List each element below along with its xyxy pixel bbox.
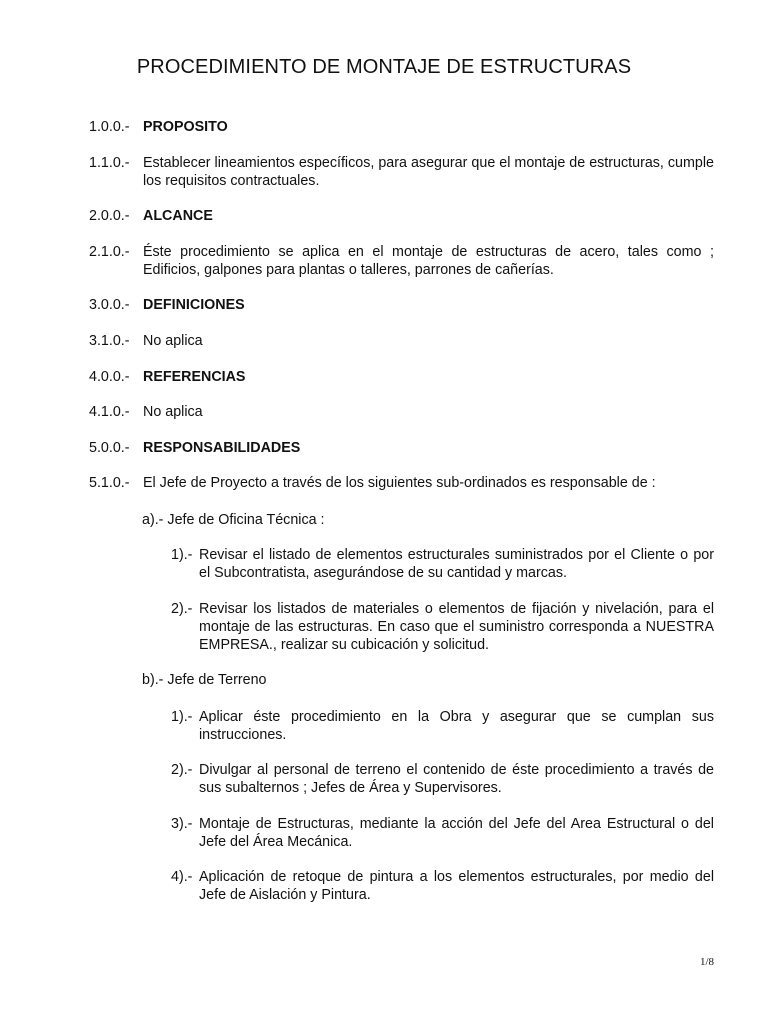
section-4-1-0	[89, 403, 714, 421]
list-item-number: 3).-	[171, 816, 193, 832]
section-text: No aplica	[143, 404, 203, 420]
list-item-number: 1).-	[171, 709, 193, 725]
section-number: 2.1.0.-	[89, 244, 130, 260]
section-heading: PROPOSITO	[143, 119, 228, 135]
section-4-0-0	[89, 368, 714, 386]
section-5-1-0	[89, 474, 714, 492]
section-heading: RESPONSABILIDADES	[143, 440, 301, 456]
document-title: PROCEDIMIENTO DE MONTAJE DE ESTRUCTURAS	[136, 56, 632, 78]
section-text: No aplica	[143, 333, 203, 349]
list-item-text: Aplicación de retoque de pintura a los elementos estructurales, por medio del Jefe de Aislación y Pintura.	[199, 869, 714, 903]
section-number: 1.0.0.-	[89, 119, 130, 135]
section-1-0-0	[89, 118, 714, 136]
section-5-0-0	[89, 439, 714, 457]
section-1-1-0	[89, 154, 714, 190]
list-item-text: Divulgar al personal de terreno el contenido de éste procedimiento a través de sus subalternos ; Jefes de Área y Supervisores.	[199, 762, 714, 796]
section-number: 1.1.0.-	[89, 155, 130, 171]
section-heading: DEFINICIONES	[143, 297, 245, 313]
list-item	[171, 761, 714, 797]
list-item-text: Revisar los listados de materiales o elementos de fijación y nivelación, para el montaje de las estructuras. En caso que el suministro corresponda a NUESTRA EMPRESA., realizar su cubicación y solicitud.	[199, 601, 714, 653]
list-item-text: Aplicar éste procedimiento en la Obra y asegurar que se cumplan sus instrucciones.	[199, 709, 714, 743]
section-number: 3.1.0.-	[89, 333, 130, 349]
section-2-1-0	[89, 243, 714, 279]
subsection-b-label: b).- Jefe de Terreno	[142, 672, 267, 688]
list-item-number: 4).-	[171, 869, 193, 885]
section-text: Éste procedimiento se aplica en el montaje de estructuras de acero, tales como ; Edificios, galpones para plantas o talleres, parrones de cañerías.	[143, 244, 714, 278]
section-2-0-0	[89, 207, 714, 225]
section-number: 2.0.0.-	[89, 208, 130, 224]
section-3-0-0	[89, 296, 714, 314]
section-text: Establecer lineamientos específicos, para asegurar que el montaje de estructuras, cumple los requisitos contractuales.	[143, 155, 714, 189]
subsection-a-label: a).- Jefe de Oficina Técnica :	[142, 512, 325, 528]
section-number: 4.0.0.-	[89, 369, 130, 385]
section-number: 5.0.0.-	[89, 440, 130, 456]
list-item-number: 2).-	[171, 601, 193, 617]
section-number: 4.1.0.-	[89, 404, 130, 420]
section-number: 5.1.0.-	[89, 475, 130, 491]
list-item-number: 1).-	[171, 547, 193, 563]
page-number: 1/8	[699, 956, 714, 968]
list-item	[171, 708, 714, 744]
list-item-text: Montaje de Estructuras, mediante la acción del Jefe del Area Estructural o del Jefe del Área Mecánica.	[199, 816, 714, 850]
list-item	[171, 815, 714, 851]
list-item	[171, 868, 714, 904]
list-item	[171, 546, 714, 582]
list-item	[171, 600, 714, 654]
section-3-1-0	[89, 332, 714, 350]
section-heading: ALCANCE	[143, 208, 213, 224]
section-heading: REFERENCIAS	[143, 369, 246, 385]
section-text: El Jefe de Proyecto a través de los siguientes sub-ordinados es responsable de :	[143, 475, 656, 491]
section-number: 3.0.0.-	[89, 297, 130, 313]
list-item-number: 2).-	[171, 762, 193, 778]
list-item-text: Revisar el listado de elementos estructurales suministrados por el Cliente o por el Subcontratista, asegurándose de su cantidad y marcas.	[199, 547, 714, 581]
